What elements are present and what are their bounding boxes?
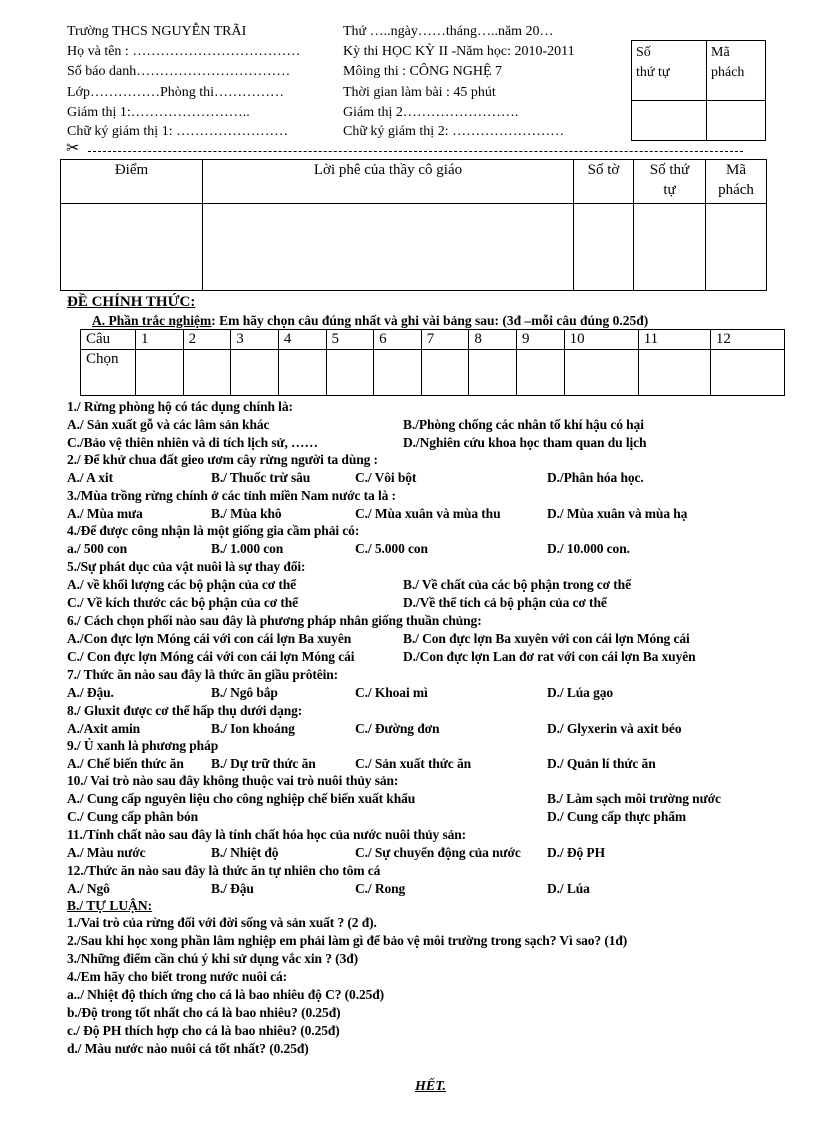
answer-option: C./ Sự chuyển động của nước (355, 845, 521, 860)
answer-option: D./Phân hóa học. (547, 470, 644, 485)
answer-option: B./ Nhiệt độ (211, 845, 279, 860)
question-number-cell: 10 (564, 330, 638, 350)
order-number-cell: Số thứ tự (632, 41, 707, 101)
question-number-cell: 2 (183, 330, 231, 350)
answer-option: C./ Đường đơn (355, 721, 440, 736)
answer-option: C./ Về kích thước các bộ phận của cơ thể (67, 595, 299, 610)
answer-input-cell[interactable] (421, 350, 469, 396)
question-number-cell: 11 (638, 330, 710, 350)
grade-cell (706, 204, 767, 291)
exam-line: Kỳ thi HỌC KỲ II -Năm học: 2010-2011 (343, 44, 575, 59)
grade-cell (634, 204, 706, 291)
question-number-cell: 1 (136, 330, 184, 350)
answer-option: B./ 1.000 con (211, 541, 284, 556)
answer-option: A./ Chế biến thức ăn (67, 756, 184, 771)
grade-table (60, 159, 767, 291)
question-number-cell: 5 (326, 330, 374, 350)
order-number-blank (632, 101, 707, 141)
answer-option: C./ Mùa xuân và mùa thu (355, 506, 501, 521)
answer-option: D./ Mùa xuân và mùa hạ (547, 506, 688, 521)
answer-input-cell[interactable] (374, 350, 422, 396)
answer-option: A./ Màu nước (67, 845, 146, 860)
answer-option: C./ Rong (355, 881, 406, 896)
class-room-line: Lớp……………Phòng thi…………… (67, 85, 285, 100)
question-number-cell: 7 (421, 330, 469, 350)
answer-option: B./ Con đực lợn Ba xuyên với con cái lợn Móng cái (403, 631, 690, 646)
answer-option: A./ Cung cấp nguyên liệu cho công nghiệp chế biến xuất khẩu (67, 791, 416, 806)
answer-option: C./ Vôi bột (355, 470, 417, 485)
question-number-cell: 8 (469, 330, 517, 350)
answer-option: A./Axit amin (67, 721, 141, 736)
answer-option: D./Con đực lợn Lan đơ rat với con cái lợn Ba xuyên (403, 649, 696, 664)
grade-header-score: Điểm (61, 160, 203, 204)
grade-header-order: Số thứ tự (634, 160, 706, 204)
answer-input-cell[interactable] (231, 350, 279, 396)
answer-option: D./ Glyxerin và axit béo (547, 721, 682, 736)
answer-option: B./ Làm sạch môi trường nước (547, 791, 721, 806)
answer-option: D./ Độ PH (547, 845, 605, 860)
code-cell: Mã phách (707, 41, 766, 101)
answer-row-label: Câu (81, 330, 136, 350)
answer-input-cell[interactable] (278, 350, 326, 396)
grade-header-sheets: Số tờ (574, 160, 634, 204)
answer-option: D./ Lúa gạo (547, 685, 614, 700)
question-text: 9./ Ủ xanh là phương pháp (67, 738, 219, 753)
answer-option: A./Con đực lợn Móng cái với con cái lợn Ba xuyên (67, 631, 352, 646)
question-text: 4./Để được công nhận là một giống gia cầm phải có: (67, 523, 360, 538)
answer-option: A./ Mùa mưa (67, 506, 143, 521)
answer-option: B./ Mùa khô (211, 506, 282, 521)
question-number-cell: 4 (278, 330, 326, 350)
answer-input-cell[interactable] (136, 350, 184, 396)
question-number-cell: 9 (517, 330, 565, 350)
answer-option: D./ Cung cấp thực phẩm (547, 809, 687, 824)
grade-cell (574, 204, 634, 291)
answer-option: A./ A xit (67, 470, 113, 485)
essay-question: 1./Vai trò của rừng đối với đời sống và sản xuất ? (2 đ). (67, 915, 377, 930)
candidate-number-line: Số báo danh…………………………… (67, 64, 291, 79)
answer-input-cell[interactable] (564, 350, 638, 396)
answer-row-label: Chọn (81, 350, 136, 396)
essay-question: 4./Em hãy cho biết trong nước nuôi cá: (67, 969, 288, 984)
proctor2-sign-line: Chữ ký giám thị 2: …………………… (343, 124, 565, 139)
header-id-box (631, 40, 766, 141)
answer-option: C./Bảo vệ thiên nhiên và di tích lịch sử, …… (67, 435, 318, 450)
question-text: 8./ Gluxit được cơ thể hấp thụ dưới dạng: (67, 703, 303, 718)
end-marker: HẾT. (415, 1079, 446, 1094)
essay-question: a../ Nhiệt độ thích ứng cho cá là bao nhiêu độ C? (0.25đ) (67, 987, 385, 1002)
essay-question: 2./Sau khi học xong phần lâm nghiệp em phải làm gì để bảo vệ môi trường trong sạch? Vì sao? (1đ) (67, 933, 628, 948)
question-text: 10./ Vai trò nào sau đây không thuộc vai trò nuôi thủy sản: (67, 773, 399, 788)
answer-option: B./ Thuốc trừ sâu (211, 470, 311, 485)
official-title: ĐỀ CHÍNH THỨC: (67, 294, 196, 310)
school-name: Trường THCS NGUYỄN TRÃI (67, 24, 247, 39)
proctor2-line: Giám thị 2……………………. (343, 105, 519, 120)
question-number-cell: 6 (374, 330, 422, 350)
essay-question: 3./Những điểm cần chú ý khi sử dụng vắc xin ? (3đ) (67, 951, 359, 966)
time-line: Thời gian làm bài : 45 phút (343, 85, 496, 100)
answer-option: D./ 10.000 con. (547, 541, 630, 556)
answer-input-cell[interactable] (326, 350, 374, 396)
answer-option: D./ Lúa (547, 881, 590, 896)
question-text: 3./Mùa trồng rừng chính ở các tỉnh miền Nam nước ta là : (67, 488, 396, 503)
answer-option: A./ Sản xuất gỗ và các lâm sản khác (67, 417, 270, 432)
question-text: 6./ Cách chọn phối nào sau đây là phương pháp nhân giống thuần chủng: (67, 613, 482, 628)
answer-input-cell[interactable] (517, 350, 565, 396)
answer-option: D./Nghiên cứu khoa học tham quan du lịch (403, 435, 647, 450)
cut-line (88, 151, 743, 152)
answer-option: D./ Quản lí thức ăn (547, 756, 656, 771)
student-name-line: Họ và tên : ……………………………… (67, 44, 301, 59)
answer-option: C./ Khoai mì (355, 685, 428, 700)
essay-question: c./ Độ PH thích hợp cho cá là bao nhiêu? (0.25đ) (67, 1023, 340, 1038)
answer-option: B./ Đậu (211, 881, 254, 896)
grade-cell (61, 204, 203, 291)
grade-header-code: Mã phách (706, 160, 767, 204)
answer-option: B./ Ion khoáng (211, 721, 295, 736)
grade-cell (203, 204, 574, 291)
answer-option: A./ về khối lượng các bộ phận của cơ thể (67, 577, 297, 592)
code-blank (707, 101, 766, 141)
section-a-label: A. Phần trắc nghiệm (92, 313, 212, 328)
answer-option: B./ Về chất của các bộ phận trong cơ thể (403, 577, 631, 592)
question-number-cell: 12 (710, 330, 784, 350)
essay-question: b./Độ trong tốt nhất cho cá là bao nhiêu? (0.25đ) (67, 1005, 341, 1020)
grade-header-comment: Lời phê của thầy cô giáo (203, 160, 574, 204)
section-a-instructions: : Em hãy chọn câu đúng nhất và ghi vài bảng sau: (3đ –mỗi câu đúng 0.25đ) (211, 313, 649, 328)
question-text: 7./ Thức ăn nào sau đây là thức ăn giầu prôtêin: (67, 667, 339, 682)
answer-option: B./ Dự trữ thức ăn (211, 756, 316, 771)
answer-option: a./ 500 con (67, 541, 128, 556)
answer-option: A./ Đậu. (67, 685, 114, 700)
question-number-cell: 3 (231, 330, 279, 350)
scissors-icon: ✂ (66, 140, 80, 157)
proctor1-line: Giám thị 1:…………………….. (67, 105, 250, 120)
answer-input-cell[interactable] (469, 350, 517, 396)
answer-option: B./ Ngô bắp (211, 685, 278, 700)
answer-option: A./ Ngô (67, 881, 110, 896)
subject-line: Môing thi : CÔNG NGHỆ 7 (343, 64, 503, 79)
date-line: Thứ …..ngày……tháng…..năm 20… (343, 24, 554, 39)
section-b-title: B./ TỰ LUẬN: (67, 898, 153, 913)
question-text: 2./ Để khử chua đất gieo ươm cây rừng người ta dùng : (67, 452, 378, 467)
answer-option: C./ Cung cấp phân bón (67, 809, 199, 824)
answer-option: C./ 5.000 con (355, 541, 428, 556)
question-text: 1./ Rừng phòng hộ có tác dụng chính là: (67, 399, 293, 414)
question-text: 5./Sự phát dục của vật nuôi là sự thay đổi: (67, 559, 306, 574)
question-text: 11./Tính chất nào sau đây là tính chất hóa học của nước nuôi thủy sản: (67, 827, 467, 842)
essay-question: d./ Màu nước nào nuôi cá tốt nhất? (0.25đ) (67, 1041, 309, 1056)
answer-option: B./Phòng chống các nhân tố khí hậu có hại (403, 417, 644, 432)
answer-input-cell[interactable] (183, 350, 231, 396)
answer-input-cell[interactable] (638, 350, 710, 396)
proctor1-sign-line: Chữ ký giám thị 1: …………………… (67, 124, 289, 139)
question-text: 12./Thức ăn nào sau đây là thức ăn tự nhiên cho tôm cá (67, 863, 381, 878)
answer-table (80, 329, 785, 396)
answer-input-cell[interactable] (710, 350, 784, 396)
answer-option: D./Về thể tích cả bộ phận của cơ thể (403, 595, 607, 610)
section-a-title (92, 312, 648, 330)
answer-option: C./ Sản xuất thức ăn (355, 756, 471, 771)
answer-option: C./ Con đực lợn Móng cái với con cái lợn Móng cái (67, 649, 355, 664)
